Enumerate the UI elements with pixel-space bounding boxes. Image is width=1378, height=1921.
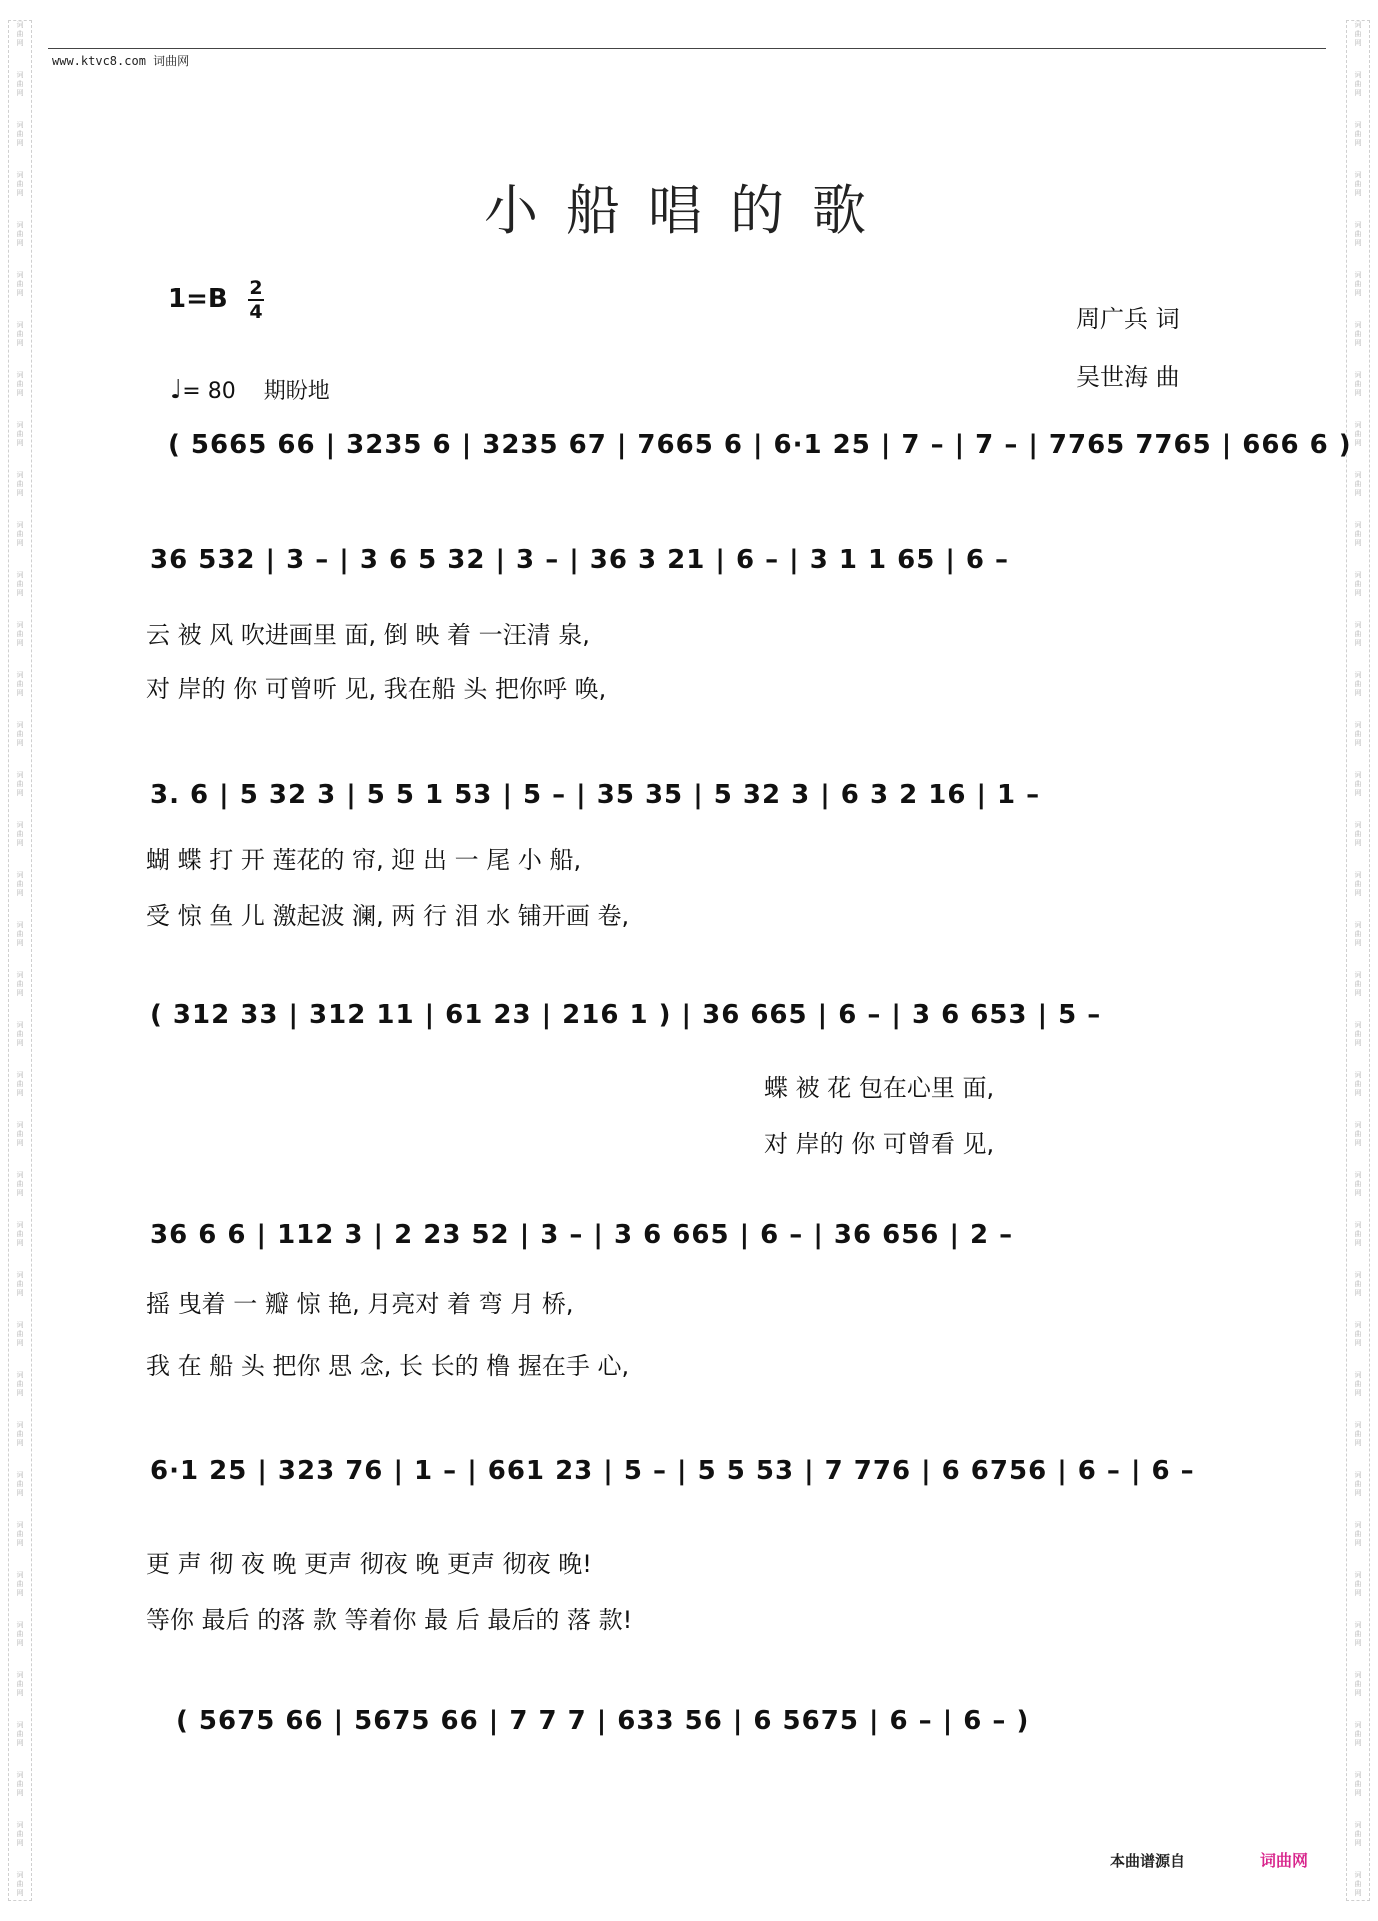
watermark-mark: 词 曲 网 [1354, 1021, 1362, 1047]
watermark-mark: 词 曲 网 [16, 1221, 24, 1247]
site-url: www.ktvc8.com 词曲网 [52, 54, 190, 68]
lyrics-verse-1: 更 声 彻 夜 晚 更声 彻夜 晚 更声 彻夜 晚! [146, 1550, 592, 1578]
watermark-mark: 词 曲 网 [1354, 1871, 1362, 1897]
watermark-mark: 词 曲 网 [1354, 571, 1362, 597]
watermark-mark: 词 曲 网 [1354, 221, 1362, 247]
watermark-mark: 词 曲 网 [1354, 771, 1362, 797]
watermark-mark: 词 曲 网 [16, 221, 24, 247]
watermark-mark: 词 曲 网 [16, 321, 24, 347]
footer-source-label: 本曲谱源自 [1110, 1852, 1186, 1870]
watermark-mark: 词 曲 网 [1354, 1771, 1362, 1797]
watermark-mark: 词 曲 网 [16, 121, 24, 147]
watermark-mark: 词 曲 网 [1354, 1721, 1362, 1747]
watermark-mark: 词 曲 网 [16, 1621, 24, 1647]
lyrics-verse-2: 对 岸的 你 可曾听 见, 我在船 头 把你呼 唤, [146, 675, 607, 703]
notation-line: 36 532 | 3 – | 3 6 5 32 | 3 – | 36 3 21 | 6 – | 3 1 1 65 | 6 – [150, 545, 1010, 575]
watermark-mark: 词 曲 网 [16, 1271, 24, 1297]
watermark-mark: 词 曲 网 [16, 1821, 24, 1847]
watermark-mark: 词 曲 网 [16, 721, 24, 747]
watermark-mark: 词 曲 网 [1354, 1421, 1362, 1447]
watermark-mark: 词 曲 网 [1354, 171, 1362, 197]
watermark-mark: 词 曲 网 [1354, 1071, 1362, 1097]
watermark-mark: 词 曲 网 [16, 1071, 24, 1097]
watermark-mark: 词 曲 网 [1354, 1321, 1362, 1347]
tempo-marking [170, 374, 330, 405]
watermark-mark: 词 曲 网 [1354, 1521, 1362, 1547]
watermark-mark: 词 曲 网 [16, 1421, 24, 1447]
right-watermark-strip [1346, 20, 1370, 1901]
watermark-mark: 词 曲 网 [16, 1571, 24, 1597]
watermark-mark: 词 曲 网 [1354, 371, 1362, 397]
watermark-mark: 词 曲 网 [1354, 471, 1362, 497]
watermark-mark: 词 曲 网 [1354, 721, 1362, 747]
watermark-mark: 词 曲 网 [1354, 1471, 1362, 1497]
watermark-mark: 词 曲 网 [1354, 921, 1362, 947]
watermark-mark: 词 曲 网 [1354, 21, 1362, 47]
watermark-mark: 词 曲 网 [1354, 421, 1362, 447]
lyrics-verse-1: 蝴 蝶 打 开 莲花的 帘, 迎 出 一 尾 小 船, [146, 846, 582, 874]
watermark-mark: 词 曲 网 [1354, 1121, 1362, 1147]
watermark-mark: 词 曲 网 [1354, 1221, 1362, 1247]
quarter-note-icon: ♩ [170, 375, 183, 405]
watermark-mark: 词 曲 网 [16, 971, 24, 997]
watermark-mark: 词 曲 网 [1354, 1371, 1362, 1397]
watermark-mark: 词 曲 网 [1354, 871, 1362, 897]
left-watermark-strip [8, 20, 32, 1901]
time-signature [248, 278, 264, 322]
watermark-mark: 词 曲 网 [16, 821, 24, 847]
lyrics-verse-1: 蝶 被 花 包在心里 面, [764, 1074, 995, 1102]
watermark-mark: 词 曲 网 [16, 1321, 24, 1347]
watermark-mark: 词 曲 网 [16, 1171, 24, 1197]
lyrics-verse-2: 等你 最后 的落 款 等着你 最 后 最后的 落 款! [146, 1606, 633, 1634]
watermark-mark: 词 曲 网 [1354, 971, 1362, 997]
lyrics-verse-1: 云 被 风 吹进画里 面, 倒 映 着 一汪清 泉, [146, 621, 590, 649]
watermark-mark: 词 曲 网 [1354, 821, 1362, 847]
watermark-mark: 词 曲 网 [16, 521, 24, 547]
watermark-mark: 词 曲 网 [16, 621, 24, 647]
notation-line: ( 5665 66 | 3235 6 | 3235 67 | 7665 6 | 6·1 25 | 7 – | 7 – | 7765 7765 | 666 6 ) [168, 430, 1352, 460]
watermark-mark: 词 曲 网 [16, 1521, 24, 1547]
lyrics-verse-2: 对 岸的 你 可曾看 见, [764, 1130, 995, 1158]
watermark-mark: 词 曲 网 [16, 471, 24, 497]
watermark-mark: 词 曲 网 [16, 871, 24, 897]
footer-site-link[interactable]: 词曲网 [1260, 1851, 1309, 1870]
watermark-mark: 词 曲 网 [16, 1371, 24, 1397]
watermark-mark: 词 曲 网 [16, 1671, 24, 1697]
composer: 吴世海 曲 [1076, 363, 1180, 391]
notation-line: 36 6 6 | 112 3 | 2 23 52 | 3 – | 3 6 665 | 6 – | 36 656 | 2 – [150, 1220, 1014, 1250]
notation-line: ( 5675 66 | 5675 66 | 7 7 7 | 633 56 | 6 5675 | 6 – | 6 – ) [176, 1706, 1030, 1736]
watermark-mark: 词 曲 网 [16, 1721, 24, 1747]
notation-line: ( 312 33 | 312 11 | 61 23 | 216 1 ) | 36 665 | 6 – | 3 6 653 | 5 – [150, 1000, 1102, 1030]
watermark-mark: 词 曲 网 [1354, 1571, 1362, 1597]
time-sig-top: 2 [249, 277, 263, 299]
watermark-mark: 词 曲 网 [1354, 671, 1362, 697]
lyrics-verse-1: 摇 曳着 一 瓣 惊 艳, 月亮对 着 弯 月 桥, [146, 1290, 574, 1318]
song-title: 小船唱的歌 [484, 179, 894, 242]
top-rule [48, 48, 1326, 49]
watermark-mark: 词 曲 网 [16, 1021, 24, 1047]
notation-line: 6·1 25 | 323 76 | 1 – | 661 23 | 5 – | 5 5 53 | 7 776 | 6 6756 | 6 – | 6 – [150, 1456, 1195, 1486]
watermark-mark: 词 曲 网 [1354, 71, 1362, 97]
lyrics-verse-2: 受 惊 鱼 儿 激起波 澜, 两 行 泪 水 铺开画 卷, [146, 902, 630, 930]
lyricist: 周广兵 词 [1076, 305, 1180, 333]
tempo-value: = 80 [182, 379, 236, 404]
watermark-mark: 词 曲 网 [1354, 621, 1362, 647]
credits [1076, 290, 1180, 406]
watermark-mark: 词 曲 网 [16, 1121, 24, 1147]
watermark-mark: 词 曲 网 [1354, 321, 1362, 347]
watermark-mark: 词 曲 网 [1354, 121, 1362, 147]
mood-marking: 期盼地 [263, 379, 330, 404]
watermark-mark: 词 曲 网 [16, 421, 24, 447]
watermark-mark: 词 曲 网 [16, 171, 24, 197]
watermark-mark: 词 曲 网 [16, 1471, 24, 1497]
watermark-mark: 词 曲 网 [1354, 1621, 1362, 1647]
watermark-mark: 词 曲 网 [1354, 1171, 1362, 1197]
watermark-mark: 词 曲 网 [1354, 1821, 1362, 1847]
watermark-mark: 词 曲 网 [16, 21, 24, 47]
watermark-mark: 词 曲 网 [16, 371, 24, 397]
watermark-mark: 词 曲 网 [16, 571, 24, 597]
watermark-mark: 词 曲 网 [16, 271, 24, 297]
watermark-mark: 词 曲 网 [1354, 521, 1362, 547]
watermark-mark: 词 曲 网 [16, 1871, 24, 1897]
watermark-mark: 词 曲 网 [1354, 271, 1362, 297]
lyrics-verse-2: 我 在 船 头 把你 思 念, 长 长的 橹 握在手 心, [146, 1352, 630, 1380]
watermark-mark: 词 曲 网 [1354, 1671, 1362, 1697]
watermark-mark: 词 曲 网 [1354, 1271, 1362, 1297]
watermark-mark: 词 曲 网 [16, 921, 24, 947]
watermark-mark: 词 曲 网 [16, 771, 24, 797]
watermark-mark: 词 曲 网 [16, 671, 24, 697]
time-sig-bottom: 4 [249, 301, 263, 323]
notation-line: 3. 6 | 5 32 3 | 5 5 1 53 | 5 – | 35 35 | 5 32 3 | 6 3 2 16 | 1 – [150, 780, 1041, 810]
watermark-mark: 词 曲 网 [16, 71, 24, 97]
watermark-mark: 词 曲 网 [16, 1771, 24, 1797]
key-signature: 1=B [168, 284, 228, 314]
